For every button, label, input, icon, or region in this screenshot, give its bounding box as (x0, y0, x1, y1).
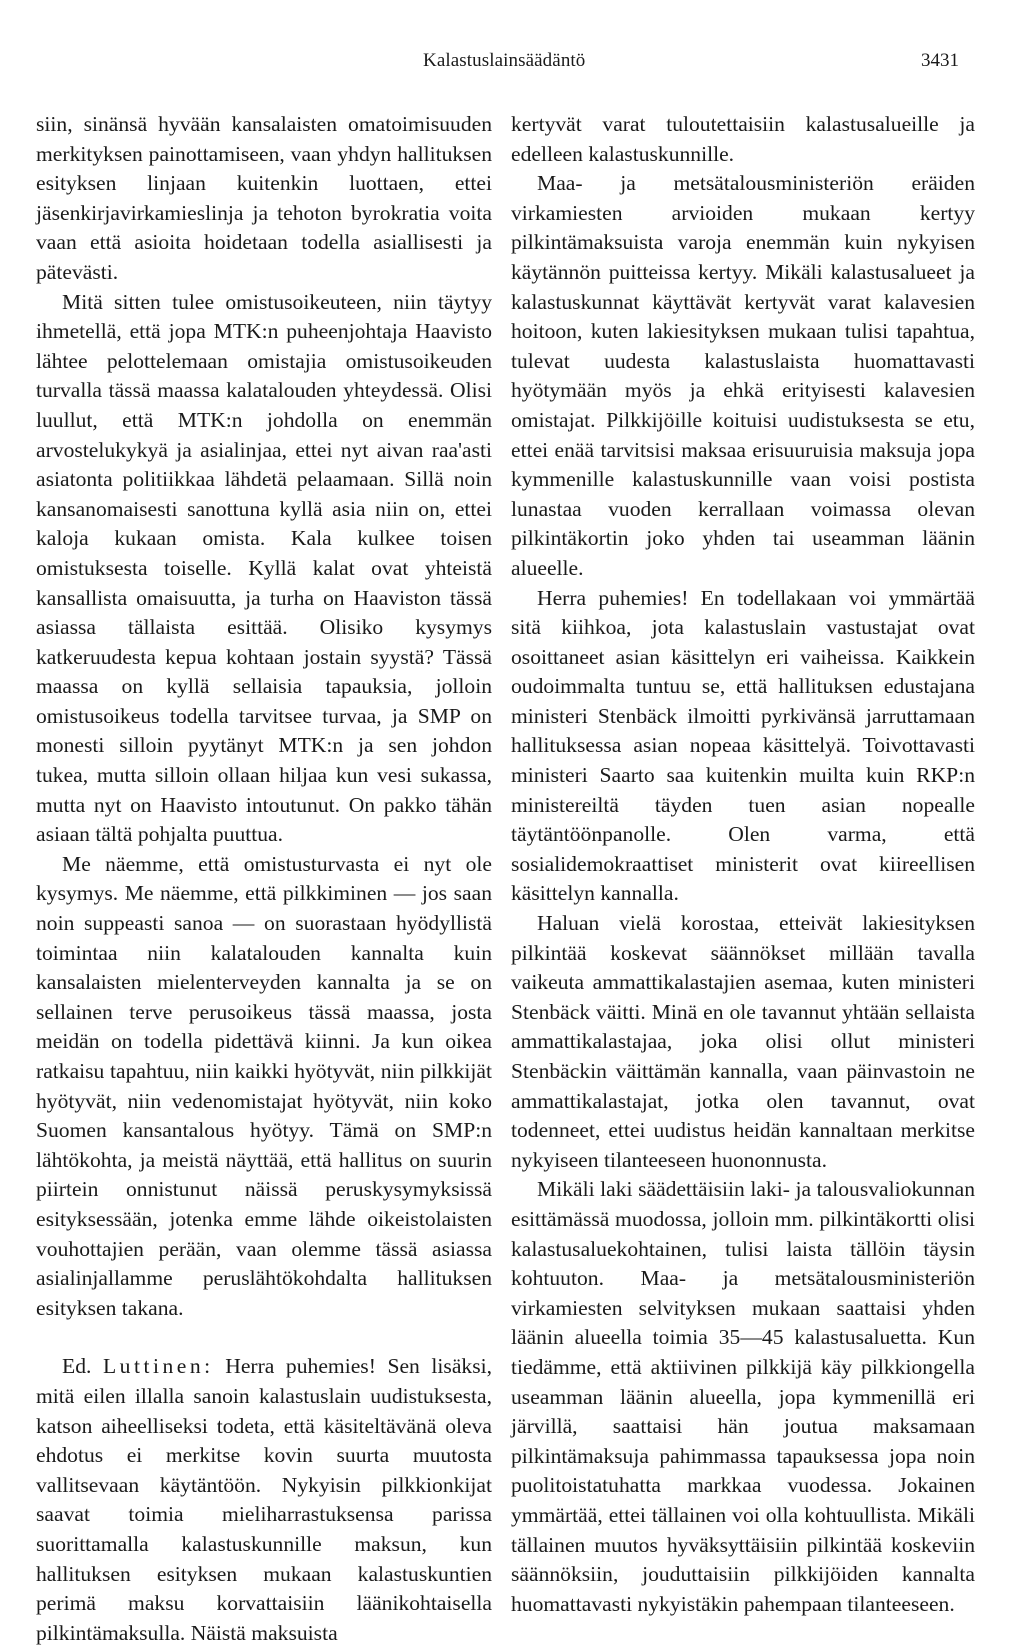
speech-text: Herra puhemies! Sen lisäksi, mitä eilen illalla sanoin kalastuslain uudistuksesta, katson aiheelliseksi todeta, että käsiteltävänä oleva ehdotus ei merkitse kovin suurta muutosta vallitsevaan käytäntöön. Nykyisin pilkkionkijat saavat toimia mieliharrastuksensa parissa suorittamalla kalastuskunnille maksun, kun hallituksen esityksen mukaan kalastuskuntien perimä maksu korvattaisiin läänikohtaisella pilkintämaksulla. Näistä maksuista (36, 1354, 492, 1645)
paragraph: Maa- ja metsätalousministeriön eräiden virkamiesten arvioiden mukaan kertyy pilkintämaksuista varoja enemmän kuin nykyisen käytännön puitteissa kertyy. Mikäli kalastusalueet ja kalastuskunnat käyttävät kertyvät varat kalavesien hoitoon, kuten lakiesityksen mukaan tulisi tapahtua, tulevat uudesta kalastuslaista huomattavasti hyötymään myös ja ehkä erityisesti kalavesien omistajat. Pilkkijöille koituisi uudistuksesta se etu, ettei enää tarvitsisi maksaa erisuuruisia maksuja jopa kymmenille kalastuskunnille vaan voisi postista lunastaa vuoden kerrallaan voimassa olevan pilkintäkortin joko yhden tai useamman läänin alueelle. (511, 171, 975, 580)
speaker-prefix: Ed. (62, 1354, 92, 1379)
left-column (36, 110, 492, 1648)
paragraph: kertyvät varat tuloutettaisiin kalastusalueille ja edelleen kalastuskunnille. (511, 112, 975, 166)
paragraph: Mikäli laki säädettäisiin laki- ja talousvaliokunnan esittämässä muodossa, jolloin mm. pilkintäkortti olisi kalastusaluekohtainen, tulisi laista tällöin täysin kohtuuton. Maa- ja metsätalousministeriön virkamiesten selvityksen mukaan saattaisi yhden läänin alueella toimia 35—45 kalastusaluetta. Kun tiedämme, että aktiivinen pilkkijä käy pilkkiongella useamman läänin alueella, jopa kymmenillä eri järvillä, saattaisi hän joutua maksamaan pilkintämaksuja pahimmassa tapauksessa jopa noin puolitoistatuhatta markkaa vuodessa. Jokainen ymmärtää, ettei tällainen voi olla kohtuullista. Mikäli tällainen muutos hyväksyttäisiin pilkintää koskeviin säännöksiin, jouduttaisiin pilkkijöiden kannalta huomattavasti nykyistäkin pahempaan tilanteeseen. (511, 1177, 975, 1616)
page-number: 3431 (921, 50, 959, 71)
speaker-name: Luttinen: (102, 1354, 214, 1379)
paragraph: Me näemme, että omistusturvasta ei nyt ole kysymys. Me näemme, että pilkkiminen — jos saan noin suppeasti sanoa — on suorastaan hyödyllistä toimintaa niin kalatalouden kannalta kuin kansalaisten mielenterveyden kannalta ja se on sellainen terve perusoikeus tässä maassa, josta meidän on todella pidettävä kiinni. Ja kun oikea ratkaisu tapahtuu, niin kaikki hyötyvät, niin pilkkijät hyötyvät, niin vedenomistajat hyötyvät, niin koko Suomen kansantalous hyötyy. Tämä on SMP:n lähtökohta, ja meistä näyttää, että hallitus on suurin piirtein onnistunut näissä peruskysymyksissä esityksessään, jotenka emme lähde oikeistolaisten vouhottajien perään, vaan olemme tässä asiassa asialinjallamme peruslähtökohdalta hallituksen esityksen takana. (36, 851, 492, 1320)
paragraph: Herra puhemies! En todellakaan voi ymmärtää sitä kiihkoa, jota kalastuslain vastustajat ovat osoittaneet asian käsittelyn eri vaiheissa. Kaikkein oudoimmalta tuntuu se, että hallituksen edustajana ministeri Stenbäck ilmoitti pyrkivänsä jarruttamaan hallituksessa asian nopeaa käsittelyä. Toivottavasti ministeri Saarto saa kuitenkin muilta kuin RKP:n ministereiltä täyden tuen asian nopealle täytäntöönpanolle. Olen varma, että sosialidemokraattiset ministerit ovat kiireellisen käsittelyn kannalla. (511, 585, 975, 906)
paragraph: siin, sinänsä hyvään kansalaisten omatoimisuuden merkityksen painottamiseen, vaan yhdyn hallituksen esityksen linjaan kuitenkin luottaen, ettei jäsenkirjavirkamieslinja ja tehoton byrokratia voita vaan että asioita hoidetaan todella asiallisesti ja pätevästi. (36, 112, 492, 284)
paragraph: Haluan vielä korostaa, etteivät lakiesityksen pilkintää koskevat säännökset millään tavalla vaikeuta ammattikalastajien asemaa, kuten ministeri Stenbäck väitti. Minä en ole tavannut yhtään sellaista ammattikalastajaa, joka olisi ollut ministeri Stenbäckin väittämän kannalla, vaan päinvastoin ne ammattikalastajat, jotka olen tavannut, ovat todenneet, ettei uudistus heidän kannaltaan merkitse nykyiseen tilanteeseen huononnusta. (511, 911, 975, 1172)
paragraph: Mitä sitten tulee omistusoikeuteen, niin täytyy ihmetellä, että jopa MTK:n puheenjohtaja Haavisto lähtee pelottelemaan omistajia omistusoikeuden turvalla tässä maassa kalatalouden yhteydessä. Olisi luullut, että MTK:n johdolla on enemmän arvostelukykyä ja asialinjaa, ettei nyt aivan raa'asti asiatonta politiikkaa lähdetä pelaamaan. Sillä noin kansanomaisesti sanottuna kyllä asia niin on, ettei kaloja kukaan omista. Kala kulkee toisen omistuksesta toiselle. Kyllä kalat ovat yhteistä kansallista omaisuutta, ja turha on Haaviston tässä asiassa tällaista esittää. Olisiko kysymys katkeruudesta kepua kohtaan jostain syystä? Tässä maassa on kyllä sellaisia tapauksia, jolloin omistusoikeus todella tarvitsee turvaa, ja SMP on monesti silloin pyytänyt MTK:n ja sen johdon tukea, mutta silloin ollaan hiljaa kun vesi sukassa, mutta nyt on Haavisto intoutunut. On pakko tähän asiaan tältä pohjalta puuttua. (36, 289, 492, 847)
right-column (511, 110, 975, 1619)
speech-paragraph (36, 1352, 492, 1648)
page-header (0, 50, 1024, 80)
running-title: Kalastuslainsäädäntö (423, 50, 586, 71)
